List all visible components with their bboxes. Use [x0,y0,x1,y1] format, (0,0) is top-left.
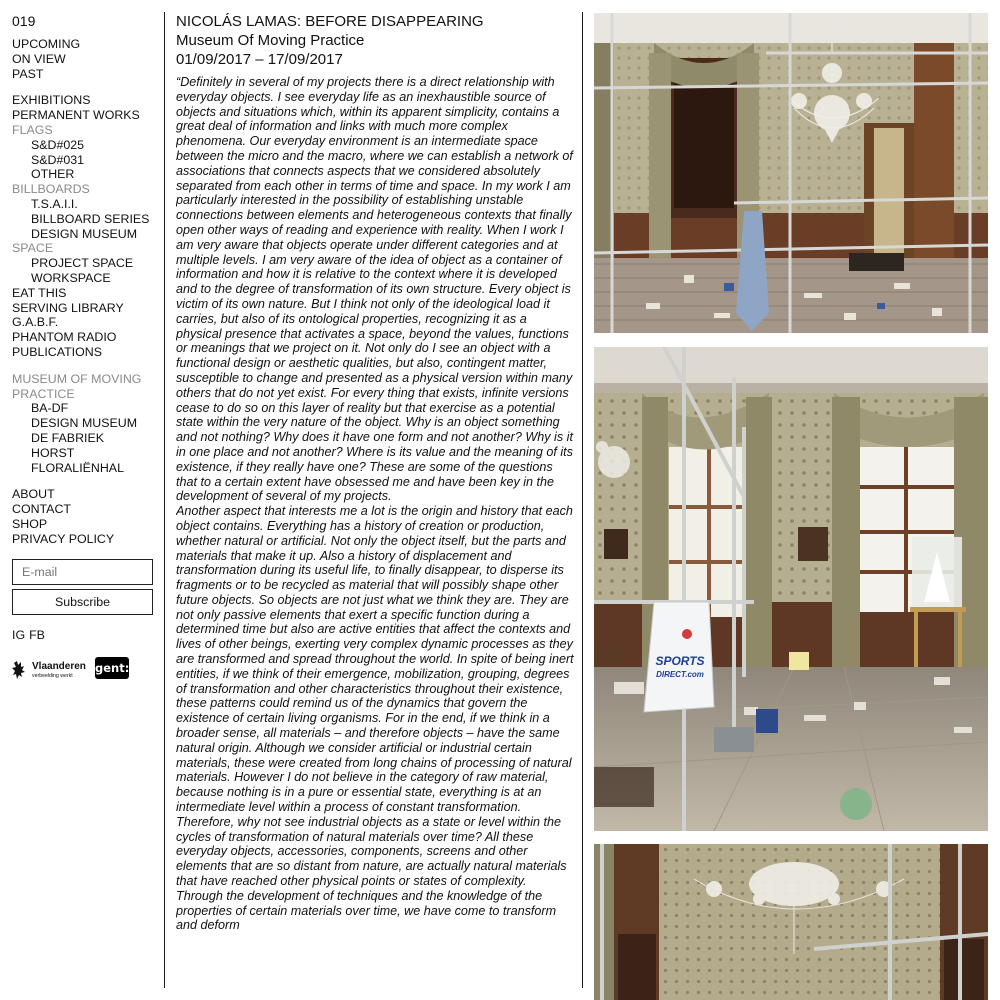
nav-group-status [12,37,157,81]
page-number: 019 [12,13,36,29]
nav-flags-sd031[interactable]: S&D#031 [31,152,85,167]
nav-flags-other[interactable]: OTHER [31,167,75,182]
newsletter-form [12,559,157,615]
sidebar-nav [12,13,157,684]
nav-space-project-space[interactable]: PROJECT SPACE [31,256,134,271]
exhibition-photo-1[interactable] [594,13,988,333]
bag-print-line2: DIRECT.com [656,670,704,679]
social-links [12,628,157,643]
divider-left [164,12,165,988]
photo-room-chandelier [594,13,988,333]
nav-space[interactable]: SPACE [12,241,54,256]
instagram-link[interactable]: IG [12,627,26,642]
exhibition-venue: Museum Of Moving Practice [176,32,365,49]
subscribe-button[interactable]: Subscribe [12,589,153,615]
svg-text:Vlaanderen: Vlaanderen [32,661,86,673]
nav-billboards-design-museum[interactable]: DESIGN MUSEUM [31,226,138,241]
nav-permanent-works[interactable]: PERMANENT WORKS [12,108,140,123]
nav-privacy-policy[interactable]: PRIVACY POLICY [12,531,115,546]
bag-print-line1: SPORTS [655,654,705,668]
svg-text:verbeelding werkt: verbeelding werkt [32,673,73,680]
nav-contact[interactable]: CONTACT [12,502,71,517]
nav-about[interactable]: ABOUT [12,487,55,502]
nav-flags[interactable]: FLAGS [12,122,53,137]
exhibition-header [176,12,574,69]
exhibition-photo-2[interactable] [594,347,988,831]
exhibition-content [176,12,574,1000]
nav-phantom-radio[interactable]: PHANTOM RADIO [12,330,117,345]
nav-gabf[interactable]: G.A.B.F. [12,315,59,330]
photo-room-chandelier-2 [594,844,988,1000]
nav-upcoming[interactable]: UPCOMING [12,37,81,51]
nav-billboards-tsaii[interactable]: T.S.A.I.I. [31,196,78,211]
facebook-link[interactable]: FB [29,627,45,642]
nav-eat-this[interactable]: EAT THIS [12,285,67,300]
nav-on-view[interactable]: ON VIEW [12,51,66,66]
nav-space-workspace[interactable]: WORKSPACE [31,270,111,285]
exhibition-text-paragraph-1: “Definitely in several of my projects there is a direct relationship with everyday objects. I see everyday life as an inexhaustible source of objects and situations which, within its apparent simplicity, contains a great deal of information and links with much more complex phenomena. Our everyday environment is an intermediate space between the micro and the macro, where we can establish a network of associations that connects aspects that we considered absolutely separated from each other in terms of time and space. In my work I am particularly interested in the possibility of establishing unstable connections between elements and heterogeneous contexts that finally open other ways of reading and experience with reality. When I work I am very aware that objects operate under different categories and at multiple levels. I am very aware of the idea of object as a container of information and how it is relative to the context where it is developed and to the degree of transformation of its own structure. Every object is victim of its own nature. But I think not only of the ideological load it carries, but also of its ontological properties, recognizing it as a physical presence that activates a space, beyond the values, functions or meanings that we project on it. Not only do I see an object with a functional design or aesthetic qualities, but also, contingent matter, susceptible to change and presented as a physical version within many others that do not yet exist. For every thing that exists, infinite versions cease to do so on this layer of reality but that exercise as a potential state within the very nature of the object. Why is an object something and not nothing? Why does it have one form and not another? Why is it in one place and not another? Where is its value and the meaning of its existence, if they really have one? These are some of the questions that to a certain extent have obsessed me and have been key in the development of several of my projects. [176,75,573,504]
exhibition-photo-3[interactable] [594,844,988,1000]
sponsor-logos [12,654,157,684]
nav-museum-of-moving-practice[interactable]: MUSEUM OF MOVING PRACTICE [12,371,142,401]
nav-flags-sd025[interactable]: S&D#025 [31,137,85,152]
divider-right [582,12,583,988]
exhibition-text-paragraph-2: Another aspect that interests me a lot is the origin and history that each object contains. Everything has a history of creation or production, whether natural or artificial. Not only the object itself, but the parts and materials that make it up. Also a history of displacement and transformation during its useful life, to finally disappear, to disperse its fragments or to be recycled as material that will possibly shape other future objects. So objects are not just what we think they are. They are not only passive elements that exert a specific function during a determined time but also are active entities that affect the contexts and lives of other beings, exerting very complex dynamic processes as they are transformed and spread throughout the world. In spite of being inert entities, if we think of their emergence, mobilization, grouping, degrees of transformation and other characteristics throughout their existence, these patterns could remind us of the dynamics that govern the existence of certain living organisms. For in the end, if we think in a broader sense, all materials – and therefore objects – have the same natural origin. Although we consider artificial or industrial certain materials, these were created from long chains of processing of natural materials. However I do not believe in the category of raw material, because nothing is in a pure or essential state, everything is at an intermediate level within a process of constant transformation. Therefore, why not see industrial objects as a state or level within the cycles of transformation of natural materials over time? All these everyday objects, accessories, components, screens and other elements that are so distant from nature, are actually natural materials that have reached other physical points or states of complexity. Through the development of techniques and the knowledge of the properties of certain materials over time, we have come to transform and deform [176,504,574,933]
nav-museum-ba-df[interactable]: BA-DF [31,401,69,416]
nav-group-museum [12,372,157,476]
photo-room-sports-bag [594,347,988,831]
nav-exhibitions[interactable]: EXHIBITIONS [12,93,91,108]
nav-publications[interactable]: PUBLICATIONS [12,344,102,359]
vlaanderen-logo [12,655,90,681]
nav-billboards[interactable]: BILLBOARDS [12,182,90,197]
nav-museum-design-museum[interactable]: DESIGN MUSEUM [31,416,138,431]
nav-past[interactable]: PAST [12,66,44,81]
gent-logo: gent: [95,657,129,679]
nav-museum-de-fabriek[interactable]: DE FABRIEK [31,430,104,445]
exhibition-dates: 01/09/2017 – 17/09/2017 [176,51,343,68]
nav-group-info [12,487,157,546]
nav-group-programme [12,93,157,359]
nav-museum-floralienhal[interactable]: FLORALIËNHAL [31,460,124,475]
nav-serving-library[interactable]: SERVING LIBRARY [12,300,124,315]
email-field[interactable] [12,559,153,585]
nav-billboards-series[interactable]: BILLBOARD SERIES [31,211,150,226]
exhibition-title: NICOLÁS LAMAS: BEFORE DISAPPEARING [176,13,484,30]
nav-museum-horst[interactable]: HORST [31,445,75,460]
nav-shop[interactable]: SHOP [12,516,48,531]
